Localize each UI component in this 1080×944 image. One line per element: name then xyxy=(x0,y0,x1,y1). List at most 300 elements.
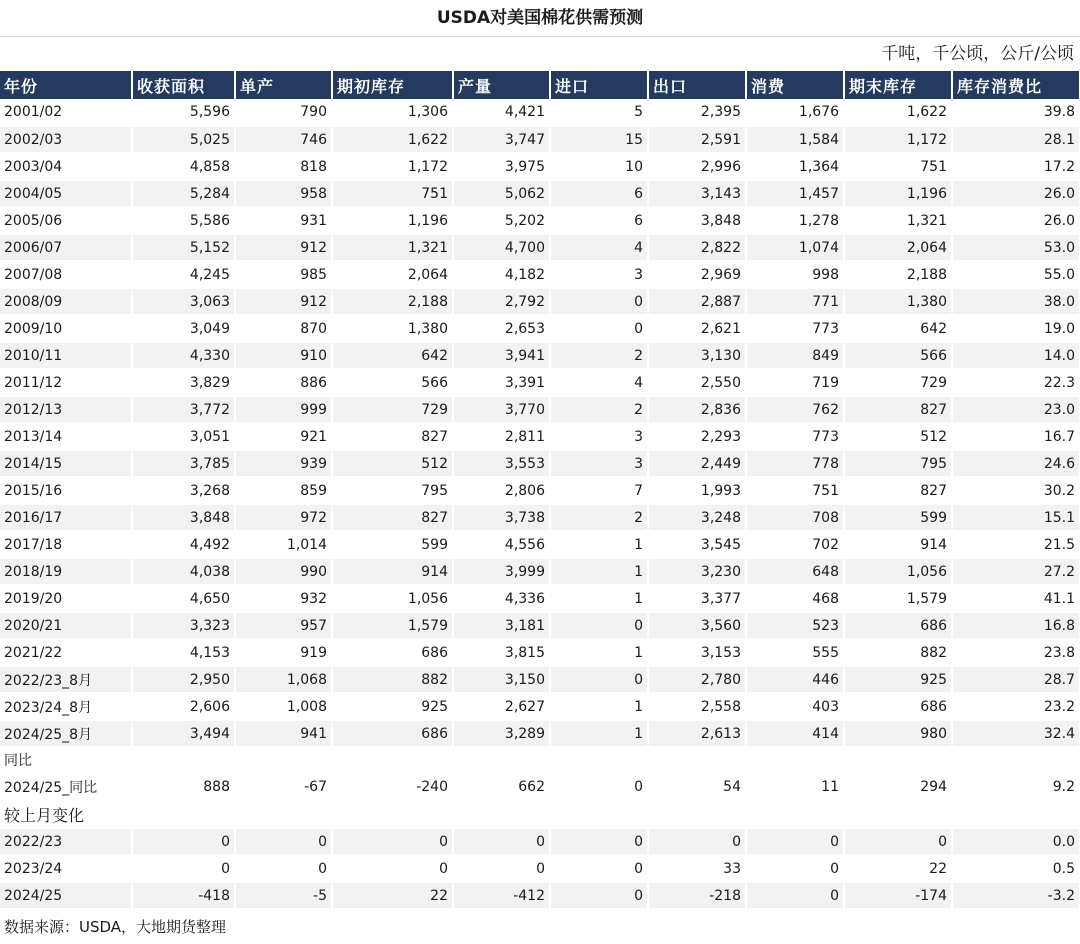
cell-harvested-area: 0 xyxy=(132,855,235,882)
cell-stocks-to-use: 23.8 xyxy=(952,639,1080,666)
table-row xyxy=(0,180,1080,207)
cell-harvested-area: -418 xyxy=(132,882,235,909)
cell-harvested-area: 3,848 xyxy=(132,504,235,531)
cell-imports: 1 xyxy=(550,639,648,666)
cell-yield: 932 xyxy=(235,585,332,612)
cell-exports: 3,848 xyxy=(648,207,746,234)
cell-consumption: 778 xyxy=(746,450,844,477)
table-row xyxy=(0,612,1080,639)
cell-production: 2,806 xyxy=(453,477,550,504)
cell-production: 3,975 xyxy=(453,153,550,180)
cell-beginning-stocks: 827 xyxy=(332,504,453,531)
cell-ending-stocks: 0 xyxy=(844,828,952,855)
cell-year: 2023/24_8月 xyxy=(0,693,132,720)
cell-production: 3,181 xyxy=(453,612,550,639)
cell-consumption: 998 xyxy=(746,261,844,288)
cell-harvested-area: 4,153 xyxy=(132,639,235,666)
cell-consumption: 849 xyxy=(746,342,844,369)
header-row xyxy=(0,71,1080,99)
cell-production: 3,391 xyxy=(453,369,550,396)
cell-consumption: 1,364 xyxy=(746,153,844,180)
cell-harvested-area: 4,492 xyxy=(132,531,235,558)
cell-year: 2012/13 xyxy=(0,396,132,423)
cell-exports: 2,780 xyxy=(648,666,746,693)
cell-harvested-area: 4,330 xyxy=(132,342,235,369)
cell-production: 4,336 xyxy=(453,585,550,612)
cell-imports: 4 xyxy=(550,234,648,261)
cell-stocks-to-use: 53.0 xyxy=(952,234,1080,261)
cell-year: 2013/14 xyxy=(0,423,132,450)
cell-consumption: 1,278 xyxy=(746,207,844,234)
cell-year: 2007/08 xyxy=(0,261,132,288)
cell-consumption: 708 xyxy=(746,504,844,531)
cell-harvested-area: 3,063 xyxy=(132,288,235,315)
cell-yield: 912 xyxy=(235,288,332,315)
cell-beginning-stocks: 686 xyxy=(332,639,453,666)
cell-exports: 3,377 xyxy=(648,585,746,612)
cell-consumption: 771 xyxy=(746,288,844,315)
header-beginning-stocks: 期初库存 xyxy=(332,71,453,99)
table-row xyxy=(0,531,1080,558)
cell-exports: 2,591 xyxy=(648,126,746,153)
cell-ending-stocks: 729 xyxy=(844,369,952,396)
cell-consumption: 523 xyxy=(746,612,844,639)
cell-production: 2,653 xyxy=(453,315,550,342)
cell-harvested-area: 3,772 xyxy=(132,396,235,423)
header-yield: 单产 xyxy=(235,71,332,99)
cell-imports: 2 xyxy=(550,396,648,423)
cell-consumption: 648 xyxy=(746,558,844,585)
cell-harvested-area: 2,606 xyxy=(132,693,235,720)
cell-stocks-to-use: 28.1 xyxy=(952,126,1080,153)
cell-production: 3,289 xyxy=(453,720,550,747)
table-row xyxy=(0,720,1080,747)
table-row xyxy=(0,585,1080,612)
cell-consumption: 0 xyxy=(746,882,844,909)
cell-consumption: 751 xyxy=(746,477,844,504)
cell-yield: 939 xyxy=(235,450,332,477)
cell-ending-stocks: 882 xyxy=(844,639,952,666)
cell-consumption: 468 xyxy=(746,585,844,612)
cell-consumption: 0 xyxy=(746,855,844,882)
cell-harvested-area: 0 xyxy=(132,828,235,855)
cell-imports: 6 xyxy=(550,180,648,207)
cell-production: 2,627 xyxy=(453,693,550,720)
cell-year: 2002/03 xyxy=(0,126,132,153)
cell-stocks-to-use: 32.4 xyxy=(952,720,1080,747)
cell-beginning-stocks: 2,064 xyxy=(332,261,453,288)
cell-year: 2016/17 xyxy=(0,504,132,531)
cell-ending-stocks: 1,321 xyxy=(844,207,952,234)
cell-production: 0 xyxy=(453,855,550,882)
cell-consumption: 0 xyxy=(746,828,844,855)
cell-harvested-area: 3,785 xyxy=(132,450,235,477)
cell-exports: 3,248 xyxy=(648,504,746,531)
cell-imports: 0 xyxy=(550,773,648,800)
cell-yield: 0 xyxy=(235,828,332,855)
cell-beginning-stocks: 1,579 xyxy=(332,612,453,639)
cell-production: 5,202 xyxy=(453,207,550,234)
table-row xyxy=(0,99,1080,126)
table-row xyxy=(0,288,1080,315)
cell-production: 3,150 xyxy=(453,666,550,693)
cell-harvested-area: 3,049 xyxy=(132,315,235,342)
cell-harvested-area: 4,038 xyxy=(132,558,235,585)
section-yoy xyxy=(0,747,1080,773)
cell-stocks-to-use: 19.0 xyxy=(952,315,1080,342)
cell-stocks-to-use: 15.1 xyxy=(952,504,1080,531)
cell-ending-stocks: 980 xyxy=(844,720,952,747)
cell-year: 2005/06 xyxy=(0,207,132,234)
cell-consumption: 762 xyxy=(746,396,844,423)
cell-yield: 859 xyxy=(235,477,332,504)
cell-year: 2019/20 xyxy=(0,585,132,612)
cell-exports: 2,449 xyxy=(648,450,746,477)
cell-imports: 10 xyxy=(550,153,648,180)
cell-imports: 0 xyxy=(550,288,648,315)
cell-imports: 5 xyxy=(550,99,648,126)
cell-harvested-area: 4,245 xyxy=(132,261,235,288)
cell-production: 2,811 xyxy=(453,423,550,450)
cell-ending-stocks: 686 xyxy=(844,693,952,720)
cell-harvested-area: 3,494 xyxy=(132,720,235,747)
cell-imports: 15 xyxy=(550,126,648,153)
table-title: USDA对美国棉花供需预测 xyxy=(0,0,1080,37)
cell-consumption: 1,584 xyxy=(746,126,844,153)
cell-year: 2010/11 xyxy=(0,342,132,369)
table-row xyxy=(0,450,1080,477)
cell-year: 2004/05 xyxy=(0,180,132,207)
cell-stocks-to-use: 26.0 xyxy=(952,180,1080,207)
cell-stocks-to-use: 16.7 xyxy=(952,423,1080,450)
table-row xyxy=(0,855,1080,882)
cell-imports: 0 xyxy=(550,882,648,909)
cell-yield: 1,014 xyxy=(235,531,332,558)
cell-yield: 990 xyxy=(235,558,332,585)
cell-production: 4,700 xyxy=(453,234,550,261)
cell-ending-stocks: 2,064 xyxy=(844,234,952,261)
cell-beginning-stocks: 729 xyxy=(332,396,453,423)
cell-ending-stocks: 512 xyxy=(844,423,952,450)
cell-harvested-area: 4,858 xyxy=(132,153,235,180)
cell-exports: 3,545 xyxy=(648,531,746,558)
cell-harvested-area: 3,051 xyxy=(132,423,235,450)
cell-exports: 2,621 xyxy=(648,315,746,342)
cell-stocks-to-use: -3.2 xyxy=(952,882,1080,909)
cell-stocks-to-use: 0.5 xyxy=(952,855,1080,882)
cell-imports: 7 xyxy=(550,477,648,504)
cell-exports: 2,550 xyxy=(648,369,746,396)
cell-yield: 957 xyxy=(235,612,332,639)
cell-beginning-stocks: 599 xyxy=(332,531,453,558)
cell-production: -412 xyxy=(453,882,550,909)
table-row xyxy=(0,828,1080,855)
cell-year: 2024/25_同比 xyxy=(0,773,132,800)
cell-yield: 985 xyxy=(235,261,332,288)
cell-production: 3,747 xyxy=(453,126,550,153)
cell-consumption: 414 xyxy=(746,720,844,747)
cell-imports: 4 xyxy=(550,369,648,396)
cell-harvested-area: 3,323 xyxy=(132,612,235,639)
cell-beginning-stocks: 22 xyxy=(332,882,453,909)
table-row xyxy=(0,558,1080,585)
cell-exports: 2,836 xyxy=(648,396,746,423)
cell-yield: 972 xyxy=(235,504,332,531)
cell-harvested-area: 5,152 xyxy=(132,234,235,261)
section-yoy-label: 同比 xyxy=(0,747,1080,773)
cell-ending-stocks: 642 xyxy=(844,315,952,342)
cell-consumption: 702 xyxy=(746,531,844,558)
cell-stocks-to-use: 9.2 xyxy=(952,773,1080,800)
cell-imports: 3 xyxy=(550,261,648,288)
cell-ending-stocks: 1,172 xyxy=(844,126,952,153)
cell-stocks-to-use: 38.0 xyxy=(952,288,1080,315)
cell-yield: 818 xyxy=(235,153,332,180)
cell-stocks-to-use: 21.5 xyxy=(952,531,1080,558)
cell-ending-stocks: 294 xyxy=(844,773,952,800)
table-row xyxy=(0,423,1080,450)
cell-year: 2014/15 xyxy=(0,450,132,477)
cell-exports: 2,395 xyxy=(648,99,746,126)
cell-production: 3,553 xyxy=(453,450,550,477)
cell-beginning-stocks: 925 xyxy=(332,693,453,720)
cell-production: 3,815 xyxy=(453,639,550,666)
cell-production: 4,182 xyxy=(453,261,550,288)
cell-year: 2006/07 xyxy=(0,234,132,261)
cell-imports: 2 xyxy=(550,342,648,369)
cell-consumption: 1,074 xyxy=(746,234,844,261)
table-row xyxy=(0,504,1080,531)
cell-exports: 1,993 xyxy=(648,477,746,504)
cell-year: 2015/16 xyxy=(0,477,132,504)
cell-ending-stocks: 22 xyxy=(844,855,952,882)
cell-stocks-to-use: 26.0 xyxy=(952,207,1080,234)
cell-harvested-area: 4,650 xyxy=(132,585,235,612)
cell-imports: 1 xyxy=(550,531,648,558)
cell-beginning-stocks: 795 xyxy=(332,477,453,504)
cell-harvested-area: 2,950 xyxy=(132,666,235,693)
cell-exports: 2,969 xyxy=(648,261,746,288)
cell-production: 0 xyxy=(453,828,550,855)
cell-beginning-stocks: 1,196 xyxy=(332,207,453,234)
cell-beginning-stocks: 512 xyxy=(332,450,453,477)
cell-imports: 1 xyxy=(550,585,648,612)
cell-year: 2001/02 xyxy=(0,99,132,126)
cell-beginning-stocks: -240 xyxy=(332,773,453,800)
cell-harvested-area: 5,586 xyxy=(132,207,235,234)
cell-ending-stocks: 1,056 xyxy=(844,558,952,585)
cell-ending-stocks: 827 xyxy=(844,396,952,423)
cell-year: 2024/25 xyxy=(0,882,132,909)
table-row xyxy=(0,477,1080,504)
cell-ending-stocks: 566 xyxy=(844,342,952,369)
cell-exports: 2,293 xyxy=(648,423,746,450)
cell-stocks-to-use: 23.0 xyxy=(952,396,1080,423)
cell-year: 2011/12 xyxy=(0,369,132,396)
cell-stocks-to-use: 14.0 xyxy=(952,342,1080,369)
cell-consumption: 11 xyxy=(746,773,844,800)
cell-yield: 910 xyxy=(235,342,332,369)
cell-stocks-to-use: 0.0 xyxy=(952,828,1080,855)
cell-harvested-area: 3,829 xyxy=(132,369,235,396)
cell-yield: 886 xyxy=(235,369,332,396)
cell-yield: 921 xyxy=(235,423,332,450)
cell-stocks-to-use: 23.2 xyxy=(952,693,1080,720)
table-row xyxy=(0,639,1080,666)
table-row xyxy=(0,396,1080,423)
cell-yield: -67 xyxy=(235,773,332,800)
cell-beginning-stocks: 914 xyxy=(332,558,453,585)
table-row xyxy=(0,153,1080,180)
cell-beginning-stocks: 0 xyxy=(332,828,453,855)
cell-exports: 3,230 xyxy=(648,558,746,585)
cell-exports: 2,558 xyxy=(648,693,746,720)
cell-ending-stocks: -174 xyxy=(844,882,952,909)
cell-ending-stocks: 1,622 xyxy=(844,99,952,126)
cell-year: 2008/09 xyxy=(0,288,132,315)
table-row xyxy=(0,666,1080,693)
cell-consumption: 719 xyxy=(746,369,844,396)
cell-exports: 2,996 xyxy=(648,153,746,180)
cell-consumption: 773 xyxy=(746,315,844,342)
cell-imports: 2 xyxy=(550,504,648,531)
cell-exports: 3,153 xyxy=(648,639,746,666)
cell-beginning-stocks: 1,622 xyxy=(332,126,453,153)
cell-yield: 999 xyxy=(235,396,332,423)
cell-beginning-stocks: 642 xyxy=(332,342,453,369)
header-exports: 出口 xyxy=(648,71,746,99)
cell-imports: 0 xyxy=(550,828,648,855)
cell-ending-stocks: 1,196 xyxy=(844,180,952,207)
cell-exports: 3,130 xyxy=(648,342,746,369)
cell-year: 2022/23_8月 xyxy=(0,666,132,693)
cell-imports: 3 xyxy=(550,450,648,477)
cell-ending-stocks: 686 xyxy=(844,612,952,639)
cell-yield: -5 xyxy=(235,882,332,909)
cell-beginning-stocks: 827 xyxy=(332,423,453,450)
cell-consumption: 1,457 xyxy=(746,180,844,207)
cell-year: 2009/10 xyxy=(0,315,132,342)
cell-imports: 0 xyxy=(550,315,648,342)
cell-stocks-to-use: 24.6 xyxy=(952,450,1080,477)
table-row xyxy=(0,369,1080,396)
header-production: 产量 xyxy=(453,71,550,99)
cell-production: 3,738 xyxy=(453,504,550,531)
cell-stocks-to-use: 41.1 xyxy=(952,585,1080,612)
cell-beginning-stocks: 2,188 xyxy=(332,288,453,315)
cell-ending-stocks: 2,188 xyxy=(844,261,952,288)
cell-imports: 1 xyxy=(550,693,648,720)
cell-harvested-area: 3,268 xyxy=(132,477,235,504)
cell-production: 3,941 xyxy=(453,342,550,369)
cell-stocks-to-use: 55.0 xyxy=(952,261,1080,288)
cell-year: 2018/19 xyxy=(0,558,132,585)
cell-production: 3,770 xyxy=(453,396,550,423)
section-mom xyxy=(0,800,1080,828)
cell-exports: 3,560 xyxy=(648,612,746,639)
header-consumption: 消费 xyxy=(746,71,844,99)
cell-imports: 6 xyxy=(550,207,648,234)
cell-harvested-area: 5,284 xyxy=(132,180,235,207)
cell-yield: 931 xyxy=(235,207,332,234)
cell-exports: 3,143 xyxy=(648,180,746,207)
cell-harvested-area: 5,025 xyxy=(132,126,235,153)
cell-yield: 958 xyxy=(235,180,332,207)
cell-consumption: 403 xyxy=(746,693,844,720)
cell-consumption: 555 xyxy=(746,639,844,666)
header-year: 年份 xyxy=(0,71,132,99)
cell-yield: 1,068 xyxy=(235,666,332,693)
cell-beginning-stocks: 1,321 xyxy=(332,234,453,261)
cell-beginning-stocks: 882 xyxy=(332,666,453,693)
cell-beginning-stocks: 1,056 xyxy=(332,585,453,612)
cell-exports: -218 xyxy=(648,882,746,909)
cell-production: 3,999 xyxy=(453,558,550,585)
cell-beginning-stocks: 1,172 xyxy=(332,153,453,180)
cell-production: 662 xyxy=(453,773,550,800)
cell-yield: 1,008 xyxy=(235,693,332,720)
table-row xyxy=(0,882,1080,909)
cell-beginning-stocks: 686 xyxy=(332,720,453,747)
cell-imports: 3 xyxy=(550,423,648,450)
table-row xyxy=(0,773,1080,800)
cell-yield: 746 xyxy=(235,126,332,153)
cell-ending-stocks: 1,380 xyxy=(844,288,952,315)
cell-beginning-stocks: 566 xyxy=(332,369,453,396)
cell-consumption: 446 xyxy=(746,666,844,693)
cell-stocks-to-use: 30.2 xyxy=(952,477,1080,504)
cell-ending-stocks: 925 xyxy=(844,666,952,693)
cell-exports: 54 xyxy=(648,773,746,800)
cell-production: 5,062 xyxy=(453,180,550,207)
cell-year: 2017/18 xyxy=(0,531,132,558)
cell-year: 2020/21 xyxy=(0,612,132,639)
cell-exports: 2,822 xyxy=(648,234,746,261)
cell-consumption: 1,676 xyxy=(746,99,844,126)
cell-stocks-to-use: 39.8 xyxy=(952,99,1080,126)
cell-ending-stocks: 914 xyxy=(844,531,952,558)
table-body xyxy=(0,99,1080,909)
cell-stocks-to-use: 22.3 xyxy=(952,369,1080,396)
cell-year: 2021/22 xyxy=(0,639,132,666)
cell-exports: 2,613 xyxy=(648,720,746,747)
cell-ending-stocks: 827 xyxy=(844,477,952,504)
cell-imports: 0 xyxy=(550,612,648,639)
header-harvested-area: 收获面积 xyxy=(132,71,235,99)
unit-label: 千吨，千公顷，公斤/公顷 xyxy=(881,44,1074,64)
section-mom-label: 较上月变化 xyxy=(0,800,1080,828)
cell-year: 2003/04 xyxy=(0,153,132,180)
cell-production: 4,556 xyxy=(453,531,550,558)
cell-yield: 790 xyxy=(235,99,332,126)
supply-demand-table xyxy=(0,71,1080,910)
cell-year: 2022/23 xyxy=(0,828,132,855)
cell-ending-stocks: 795 xyxy=(844,450,952,477)
table-row xyxy=(0,261,1080,288)
cell-stocks-to-use: 28.7 xyxy=(952,666,1080,693)
header-imports: 进口 xyxy=(550,71,648,99)
cell-exports: 2,887 xyxy=(648,288,746,315)
cell-harvested-area: 888 xyxy=(132,773,235,800)
cell-year: 2023/24 xyxy=(0,855,132,882)
cell-imports: 1 xyxy=(550,720,648,747)
cell-yield: 870 xyxy=(235,315,332,342)
cell-harvested-area: 5,596 xyxy=(132,99,235,126)
cell-stocks-to-use: 17.2 xyxy=(952,153,1080,180)
cell-yield: 0 xyxy=(235,855,332,882)
table-row xyxy=(0,315,1080,342)
cell-yield: 941 xyxy=(235,720,332,747)
